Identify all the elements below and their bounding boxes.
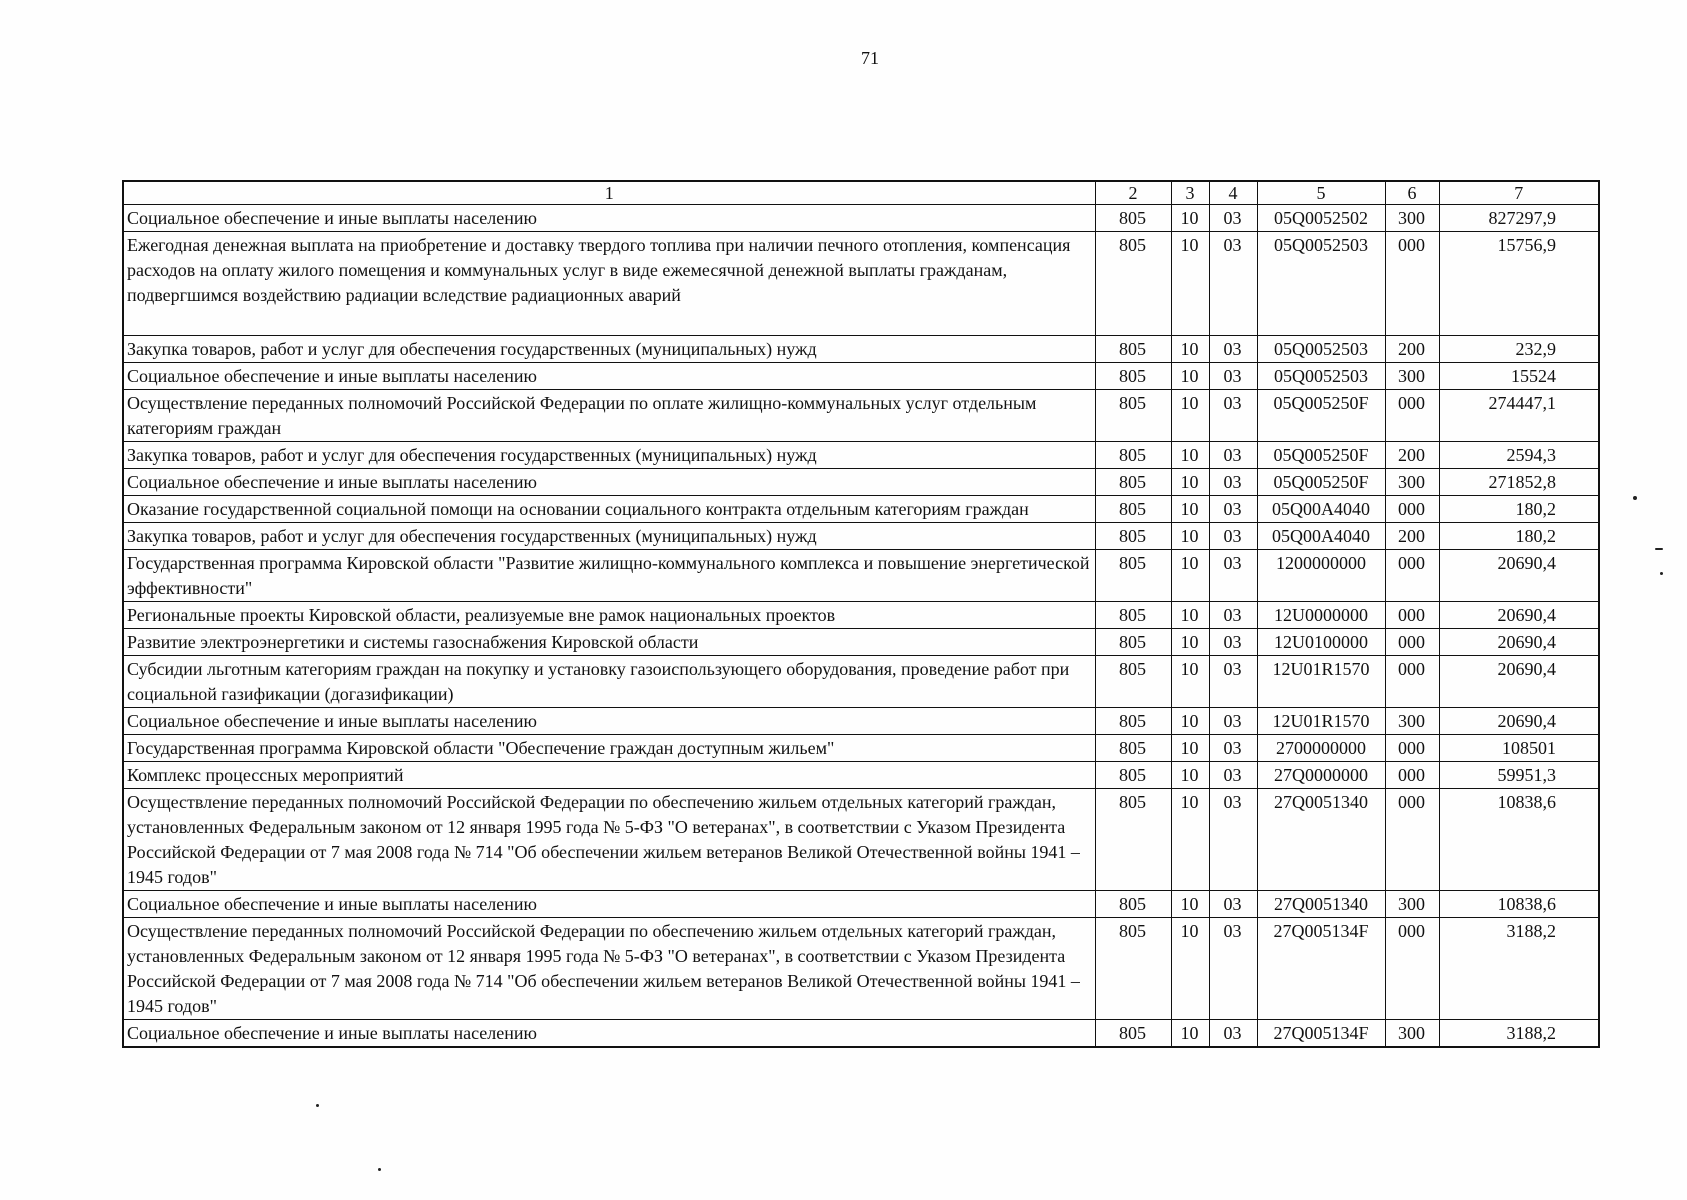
- col-2-value: 805: [1095, 363, 1171, 390]
- col-4-value: 03: [1209, 762, 1257, 789]
- col-2-value: 805: [1095, 496, 1171, 523]
- col-2-value: 805: [1095, 602, 1171, 629]
- col-7-amount: 20690,4: [1439, 602, 1599, 629]
- col-6-value: 000: [1385, 789, 1439, 891]
- column-header: 5: [1257, 181, 1385, 205]
- col-4-value: 03: [1209, 363, 1257, 390]
- col-5-code: 12U0100000: [1257, 629, 1385, 656]
- row-name: Социальное обеспечение и иные выплаты населению: [123, 469, 1095, 496]
- row-name: Субсидии льготным категориям граждан на покупку и установку газоиспользующего оборудования, проведение работ при социальной газификации (догазификации): [123, 656, 1095, 708]
- col-3-value: 10: [1171, 336, 1209, 363]
- col-6-value: 200: [1385, 442, 1439, 469]
- row-name: Развитие электроэнергетики и системы газоснабжения Кировской области: [123, 629, 1095, 656]
- col-5-code: 12U0000000: [1257, 602, 1385, 629]
- row-name: Осуществление переданных полномочий Российской Федерации по обеспечению жильем отдельных категорий граждан, установленных Федеральным законом от 12 января 1995 года № 5-ФЗ "О ветеранах", в соответствии с Указом Президента Российской Федерации от 7 мая 2008 года № 714 "Об обеспечении жильем ветеранов Великой Отечественной войны 1941 – 1945 годов": [123, 918, 1095, 1020]
- col-5-code: 27Q0051340: [1257, 891, 1385, 918]
- table-row: [123, 469, 1599, 496]
- column-header: 2: [1095, 181, 1171, 205]
- col-3-value: 10: [1171, 789, 1209, 891]
- col-6-value: 000: [1385, 629, 1439, 656]
- row-name: Социальное обеспечение и иные выплаты населению: [123, 363, 1095, 390]
- row-name: Государственная программа Кировской области "Развитие жилищно-коммунального комплекса и повышение энергетической эффективности": [123, 550, 1095, 602]
- col-2-value: 805: [1095, 789, 1171, 891]
- scan-speck: [316, 1104, 319, 1107]
- col-5-code: 05Q00A4040: [1257, 523, 1385, 550]
- col-6-value: 200: [1385, 523, 1439, 550]
- col-6-value: 300: [1385, 363, 1439, 390]
- row-name: Закупка товаров, работ и услуг для обеспечения государственных (муниципальных) нужд: [123, 336, 1095, 363]
- scan-speck: [1655, 548, 1663, 550]
- table-row: [123, 550, 1599, 602]
- col-7-amount: 180,2: [1439, 523, 1599, 550]
- col-3-value: 10: [1171, 708, 1209, 735]
- scan-speck: [1660, 572, 1663, 575]
- col-7-amount: 108501: [1439, 735, 1599, 762]
- col-5-code: 05Q0052503: [1257, 363, 1385, 390]
- col-3-value: 10: [1171, 891, 1209, 918]
- col-2-value: 805: [1095, 656, 1171, 708]
- col-4-value: 03: [1209, 442, 1257, 469]
- col-3-value: 10: [1171, 656, 1209, 708]
- table-row: [123, 789, 1599, 891]
- col-4-value: 03: [1209, 735, 1257, 762]
- row-name: Оказание государственной социальной помощи на основании социального контракта отдельным категориям граждан: [123, 496, 1095, 523]
- col-3-value: 10: [1171, 496, 1209, 523]
- col-5-code: 05Q0052503: [1257, 232, 1385, 336]
- page-number: 71: [861, 48, 879, 68]
- col-7-amount: 2594,3: [1439, 442, 1599, 469]
- row-name: Региональные проекты Кировской области, реализуемые вне рамок национальных проектов: [123, 602, 1095, 629]
- col-5-code: 27Q0000000: [1257, 762, 1385, 789]
- col-6-value: 000: [1385, 918, 1439, 1020]
- col-4-value: 03: [1209, 891, 1257, 918]
- col-6-value: 000: [1385, 656, 1439, 708]
- table-row: [123, 232, 1599, 336]
- col-3-value: 10: [1171, 469, 1209, 496]
- col-4-value: 03: [1209, 496, 1257, 523]
- col-2-value: 805: [1095, 523, 1171, 550]
- col-4-value: 03: [1209, 602, 1257, 629]
- col-3-value: 10: [1171, 762, 1209, 789]
- col-3-value: 10: [1171, 363, 1209, 390]
- col-4-value: 03: [1209, 469, 1257, 496]
- column-header: 1: [123, 181, 1095, 205]
- col-6-value: 000: [1385, 232, 1439, 336]
- col-7-amount: 10838,6: [1439, 891, 1599, 918]
- col-6-value: 200: [1385, 336, 1439, 363]
- col-4-value: 03: [1209, 205, 1257, 232]
- col-2-value: 805: [1095, 891, 1171, 918]
- table-row: [123, 363, 1599, 390]
- table-row: [123, 629, 1599, 656]
- col-3-value: 10: [1171, 1020, 1209, 1048]
- col-5-code: 27Q005134F: [1257, 918, 1385, 1020]
- row-name: Ежегодная денежная выплата на приобретение и доставку твердого топлива при наличии печного отопления, компенсация расходов на оплату жилого помещения и коммунальных услуг в виде ежемесячной денежной выплаты гражданам, подвергшимся воздействию радиации вследствие радиационных аварий: [123, 232, 1095, 336]
- col-5-code: 27Q0051340: [1257, 789, 1385, 891]
- col-5-code: 05Q005250F: [1257, 390, 1385, 442]
- col-6-value: 000: [1385, 735, 1439, 762]
- table-row: [123, 602, 1599, 629]
- table-row: [123, 735, 1599, 762]
- col-7-amount: 3188,2: [1439, 918, 1599, 1020]
- row-name: Социальное обеспечение и иные выплаты населению: [123, 708, 1095, 735]
- col-2-value: 805: [1095, 708, 1171, 735]
- table-row: [123, 918, 1599, 1020]
- table-row: [123, 656, 1599, 708]
- col-2-value: 805: [1095, 336, 1171, 363]
- col-4-value: 03: [1209, 708, 1257, 735]
- col-6-value: 300: [1385, 891, 1439, 918]
- column-header: 3: [1171, 181, 1209, 205]
- col-7-amount: 59951,3: [1439, 762, 1599, 789]
- col-3-value: 10: [1171, 232, 1209, 336]
- col-2-value: 805: [1095, 918, 1171, 1020]
- col-2-value: 805: [1095, 1020, 1171, 1048]
- col-5-code: 05Q005250F: [1257, 442, 1385, 469]
- col-7-amount: 3188,2: [1439, 1020, 1599, 1048]
- col-4-value: 03: [1209, 336, 1257, 363]
- row-name: Социальное обеспечение и иные выплаты населению: [123, 205, 1095, 232]
- row-name: Социальное обеспечение и иные выплаты населению: [123, 891, 1095, 918]
- row-name: Социальное обеспечение и иные выплаты населению: [123, 1020, 1095, 1048]
- col-3-value: 10: [1171, 442, 1209, 469]
- col-2-value: 805: [1095, 629, 1171, 656]
- col-6-value: 000: [1385, 496, 1439, 523]
- budget-table: [122, 180, 1600, 1048]
- col-4-value: 03: [1209, 1020, 1257, 1048]
- col-3-value: 10: [1171, 735, 1209, 762]
- row-name: Осуществление переданных полномочий Российской Федерации по оплате жилищно-коммунальных услуг отдельным категориям граждан: [123, 390, 1095, 442]
- col-3-value: 10: [1171, 629, 1209, 656]
- col-7-amount: 274447,1: [1439, 390, 1599, 442]
- col-7-amount: 232,9: [1439, 336, 1599, 363]
- col-3-value: 10: [1171, 390, 1209, 442]
- col-5-code: 05Q0052502: [1257, 205, 1385, 232]
- row-name: Закупка товаров, работ и услуг для обеспечения государственных (муниципальных) нужд: [123, 442, 1095, 469]
- col-7-amount: 10838,6: [1439, 789, 1599, 891]
- col-2-value: 805: [1095, 735, 1171, 762]
- col-2-value: 805: [1095, 469, 1171, 496]
- col-5-code: 1200000000: [1257, 550, 1385, 602]
- col-7-amount: 271852,8: [1439, 469, 1599, 496]
- col-3-value: 10: [1171, 918, 1209, 1020]
- col-6-value: 300: [1385, 205, 1439, 232]
- col-2-value: 805: [1095, 442, 1171, 469]
- col-2-value: 805: [1095, 550, 1171, 602]
- scan-speck: [378, 1168, 381, 1171]
- col-7-amount: 15524: [1439, 363, 1599, 390]
- col-6-value: 000: [1385, 602, 1439, 629]
- col-7-amount: 827297,9: [1439, 205, 1599, 232]
- col-5-code: 12U01R1570: [1257, 708, 1385, 735]
- col-4-value: 03: [1209, 656, 1257, 708]
- col-2-value: 805: [1095, 205, 1171, 232]
- table-row: [123, 496, 1599, 523]
- col-3-value: 10: [1171, 523, 1209, 550]
- col-4-value: 03: [1209, 789, 1257, 891]
- table-row: [123, 708, 1599, 735]
- col-5-code: 05Q00A4040: [1257, 496, 1385, 523]
- column-header: 7: [1439, 181, 1599, 205]
- col-2-value: 805: [1095, 232, 1171, 336]
- col-6-value: 300: [1385, 469, 1439, 496]
- col-3-value: 10: [1171, 550, 1209, 602]
- col-5-code: 27Q005134F: [1257, 1020, 1385, 1048]
- column-header: 6: [1385, 181, 1439, 205]
- col-4-value: 03: [1209, 390, 1257, 442]
- row-name: Комплекс процессных мероприятий: [123, 762, 1095, 789]
- col-7-amount: 180,2: [1439, 496, 1599, 523]
- col-3-value: 10: [1171, 205, 1209, 232]
- col-4-value: 03: [1209, 232, 1257, 336]
- column-header: 4: [1209, 181, 1257, 205]
- col-6-value: 300: [1385, 708, 1439, 735]
- table-row: [123, 442, 1599, 469]
- col-6-value: 000: [1385, 762, 1439, 789]
- col-2-value: 805: [1095, 762, 1171, 789]
- col-7-amount: 20690,4: [1439, 550, 1599, 602]
- col-5-code: 12U01R1570: [1257, 656, 1385, 708]
- header-row: [123, 181, 1599, 205]
- row-name: Закупка товаров, работ и услуг для обеспечения государственных (муниципальных) нужд: [123, 523, 1095, 550]
- col-6-value: 000: [1385, 390, 1439, 442]
- row-name: Государственная программа Кировской области "Обеспечение граждан доступным жильем": [123, 735, 1095, 762]
- col-4-value: 03: [1209, 918, 1257, 1020]
- col-7-amount: 20690,4: [1439, 708, 1599, 735]
- table-row: [123, 891, 1599, 918]
- col-4-value: 03: [1209, 629, 1257, 656]
- table-row: [123, 336, 1599, 363]
- row-name: Осуществление переданных полномочий Российской Федерации по обеспечению жильем отдельных категорий граждан, установленных Федеральным законом от 12 января 1995 года № 5-ФЗ "О ветеранах", в соответствии с Указом Президента Российской Федерации от 7 мая 2008 года № 714 "Об обеспечении жильем ветеранов Великой Отечественной войны 1941 – 1945 годов": [123, 789, 1095, 891]
- table-row: [123, 1020, 1599, 1048]
- table-row: [123, 205, 1599, 232]
- col-3-value: 10: [1171, 602, 1209, 629]
- col-5-code: 2700000000: [1257, 735, 1385, 762]
- col-6-value: 000: [1385, 550, 1439, 602]
- col-4-value: 03: [1209, 523, 1257, 550]
- col-6-value: 300: [1385, 1020, 1439, 1048]
- table-row: [123, 762, 1599, 789]
- col-7-amount: 20690,4: [1439, 656, 1599, 708]
- col-5-code: 05Q005250F: [1257, 469, 1385, 496]
- col-4-value: 03: [1209, 550, 1257, 602]
- scan-speck: [1633, 496, 1637, 500]
- col-7-amount: 20690,4: [1439, 629, 1599, 656]
- table-row: [123, 390, 1599, 442]
- col-2-value: 805: [1095, 390, 1171, 442]
- col-7-amount: 15756,9: [1439, 232, 1599, 336]
- col-5-code: 05Q0052503: [1257, 336, 1385, 363]
- table-row: [123, 523, 1599, 550]
